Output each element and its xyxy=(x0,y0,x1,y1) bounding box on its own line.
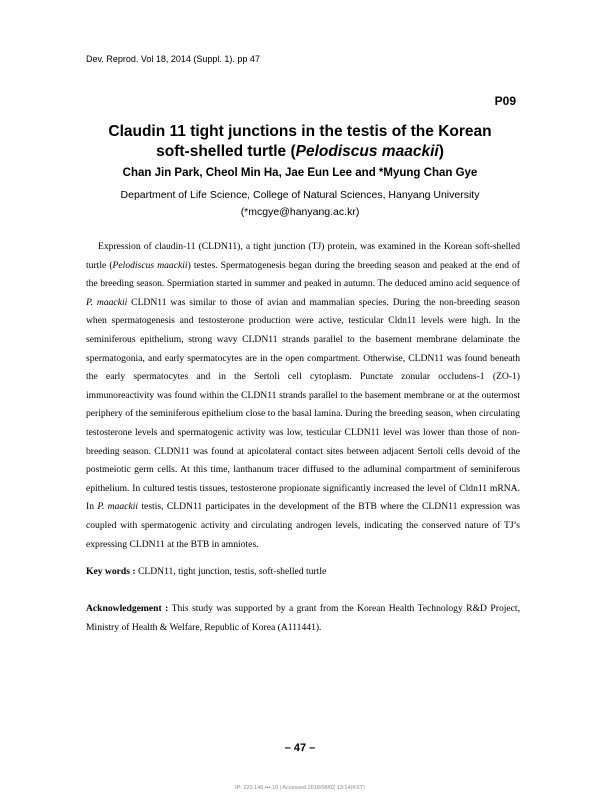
title-line-2-pre: soft-shelled turtle ( xyxy=(156,143,296,160)
affiliation-email: (*mcgye@hanyang.ac.kr) xyxy=(240,206,360,218)
abstract-part-2: ) testes. Spermatogenesis began during the breeding season and peaked at the end of the breeding season. Spermiation started in summer and peaked in autumn. The deduced amino acid sequence of xyxy=(86,259,521,290)
abstract-species-2: P. maackii xyxy=(86,296,128,308)
keywords-label: Key words : xyxy=(86,566,136,577)
affiliation xyxy=(40,187,560,221)
abstract-part-3: CLDN11 was similar to those of avian and mammalian species. During the non-breeding season when spermatogenesis and testosterone production were active, testicular Cldn11 levels were high. In the seminiferous epithelium, strong wavy CLDN11 strands parallel to the basement membrane delaminate the spermatogonia, and early spermatocytes are in the open compartment. Otherwise, CLDN11 was found beneath the early spermatocytes and in the Sertoli cell cytoplasm. Punctate zonular occludens-1 (ZO-1) immunoreactivity was found within the CLDN11 strands parallel to the basement membrane or at the outermost periphery of the seminiferous epithelium close to the basal lamina. During the breeding season, when circulating testosterone levels and spermatogenic activity was low, testicular CLDN11 level was lower than those of non-breeding season. CLDN11 was found at apicolateral contact sites between adjacent Sertoli cells devoid of the postmeiotic germ cells. At this time, lanthanum tracer diffused to the adluminal compartment of seminiferous epithelium. In cultured testis tissues, testosterone propionate significantly increased the level of Cldn11 mRNA. In xyxy=(86,296,520,513)
keywords xyxy=(86,566,526,577)
abstract-body xyxy=(86,238,520,554)
acknowledgement-label: Acknowledgement : xyxy=(86,603,169,614)
affiliation-dept: Department of Life Science, College of Natural Sciences, Hanyang University xyxy=(120,189,480,201)
abstract-species-3: P. maackii xyxy=(97,501,139,513)
title-line-2-post: ) xyxy=(438,143,444,160)
paper-title xyxy=(60,122,540,162)
abstract-code: P09 xyxy=(494,94,516,108)
abstract-part-4: testis, CLDN11 participates in the development of the BTB where the CLDN11 expression was coupled with spermatogenic activity and circulating androgen levels, indicating the conserved nature of TJ’s expressing CLDN11 at the BTB in amniotes. xyxy=(86,501,520,550)
title-line-1: Claudin 11 tight junctions in the testis of the Korean xyxy=(108,123,492,140)
title-line-2 xyxy=(60,142,540,162)
access-footer: IP: 220.149.•••.10 | Accessed 2018/08/02 13:14(KST) xyxy=(235,785,365,791)
acknowledgement xyxy=(86,600,520,637)
keywords-text: CLDN11, tight junction, testis, soft-shelled turtle xyxy=(135,566,327,577)
abstract-species-1: Pelodiscus maackii xyxy=(112,259,188,271)
abstract-part-1: Expression of claudin-11 (CLDN11), a tight junction (TJ) protein, was examined in the Korean soft-shelled turtle ( xyxy=(86,241,520,271)
acknowledgement-text: This study was supported by a grant from the Korean Health Technology R&D Project, Ministry of Health & Welfare, Republic of Korea (A111441). xyxy=(86,603,520,633)
page-number: – 47 – xyxy=(284,742,316,754)
authors: Chan Jin Park, Cheol Min Ha, Jae Eun Lee and *Myung Chan Gye xyxy=(122,167,478,179)
journal-citation: Dev. Reprod. Vol 18, 2014 (Suppl. 1). pp 47 xyxy=(86,54,260,64)
title-species: Pelodiscus maackii xyxy=(295,143,439,160)
